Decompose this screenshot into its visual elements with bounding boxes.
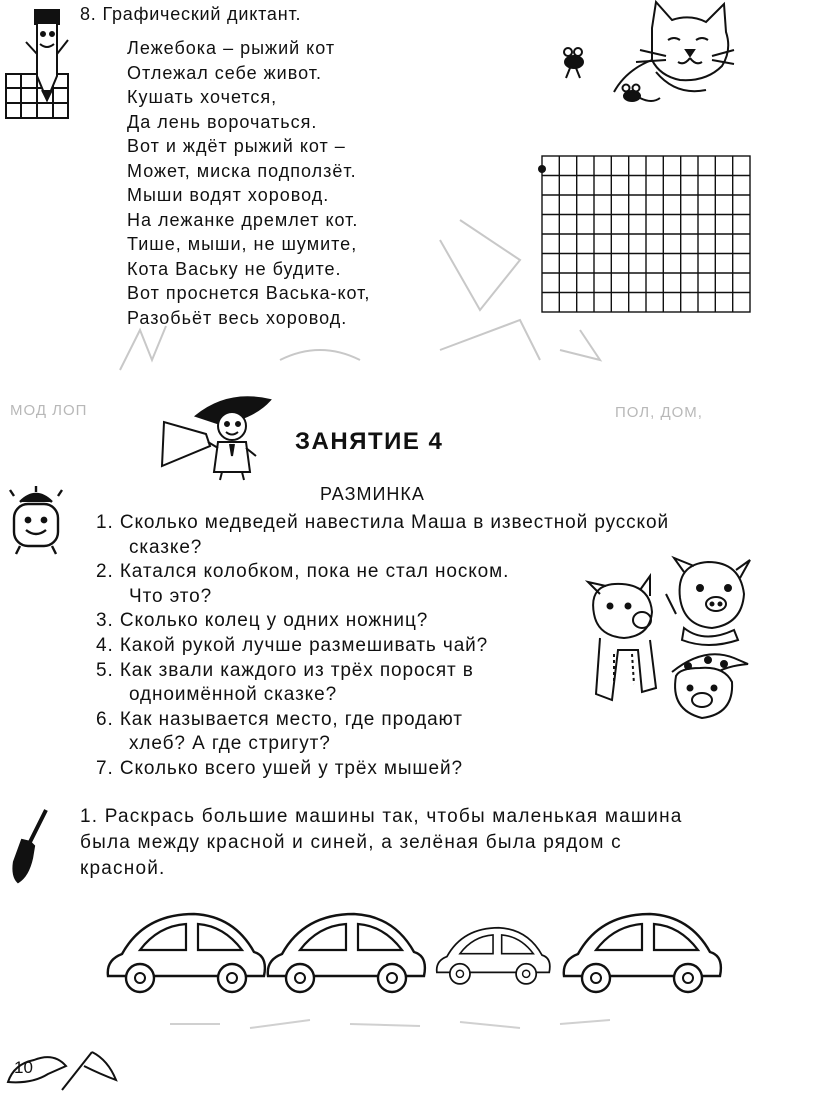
question-item: 5. Как звали каждого из трёх поросят в <box>96 659 474 681</box>
task-line: была между красной и синей, а зелёная была рядом с <box>80 832 622 853</box>
poem-line: Лежебока – рыжий кот <box>127 38 336 58</box>
pencil-grid-icon <box>4 4 72 122</box>
car-small[interactable] <box>437 928 550 984</box>
car-large-1[interactable] <box>108 914 265 992</box>
cars-row <box>104 904 744 1004</box>
poem-line: Вот и ждёт рыжий кот – <box>127 136 346 156</box>
poem-line: Мыши водят хоровод. <box>127 185 330 205</box>
task-line: красной. <box>80 858 166 879</box>
question-item: 6. Как называется место, где продают <box>96 708 463 730</box>
alarm-clock-icon <box>8 482 64 558</box>
car-large-2[interactable] <box>268 914 425 992</box>
bottom-bleed-marks <box>160 1010 620 1040</box>
question-continuation: одноимённой сказке? <box>129 684 338 706</box>
question-continuation: сказке? <box>129 536 203 558</box>
question-continuation: Что это? <box>129 585 213 607</box>
question-item: 2. Катался колобком, пока не стал носком. <box>96 561 510 583</box>
poem-line: Тише, мыши, не шумите, <box>127 234 358 254</box>
question-item: 7. Сколько всего ушей у трёх мышей? <box>96 757 464 779</box>
task-1-instructions <box>80 804 683 882</box>
lesson-title: ЗАНЯТИЕ 4 <box>295 428 444 455</box>
paint-brush-icon <box>8 806 52 886</box>
poem-line: Кота Ваську не будите. <box>127 258 342 279</box>
poem-line: Может, миска подползёт. <box>127 160 357 181</box>
poem-line: Отлежал себе живот. <box>127 62 322 83</box>
warmup-title: РАЗМИНКА <box>320 484 425 504</box>
bleed-text-right: ПОЛ, ДОМ, <box>615 404 703 421</box>
car-large-3[interactable] <box>564 914 721 992</box>
poem-line: На лежанке дремлет кот. <box>127 209 359 230</box>
question-item: 1. Сколько медведей навестила Маша в известной русской <box>96 512 669 533</box>
question-item: 3. Сколько колец у одних ножниц? <box>96 610 429 632</box>
cat-mice-illustration <box>556 0 736 112</box>
exercise-8-heading: 8. Графический диктант. <box>80 4 302 24</box>
poem-line: Разобьёт весь хоровод. <box>127 307 348 328</box>
question-continuation: хлеб? А где стригут? <box>129 733 331 755</box>
start-dot <box>538 165 546 173</box>
question-item: 4. Какой рукой лучше размешивать чай? <box>96 634 489 656</box>
three-pigs-illustration <box>584 554 754 734</box>
page-number: 10 <box>14 1058 33 1077</box>
bleed-text-left: МОД ЛОП <box>10 402 88 419</box>
task-line: 1. Раскрась большие машины так, чтобы маленькая машина <box>80 806 683 827</box>
child-megaphone-illustration <box>158 390 278 482</box>
poem-line: Да лень ворочаться. <box>127 111 318 132</box>
poem-line: Кушать хочется, <box>127 87 278 107</box>
bleed-through-marks <box>100 200 620 380</box>
poem-line: Вот проснется Васька-кот, <box>127 283 371 303</box>
